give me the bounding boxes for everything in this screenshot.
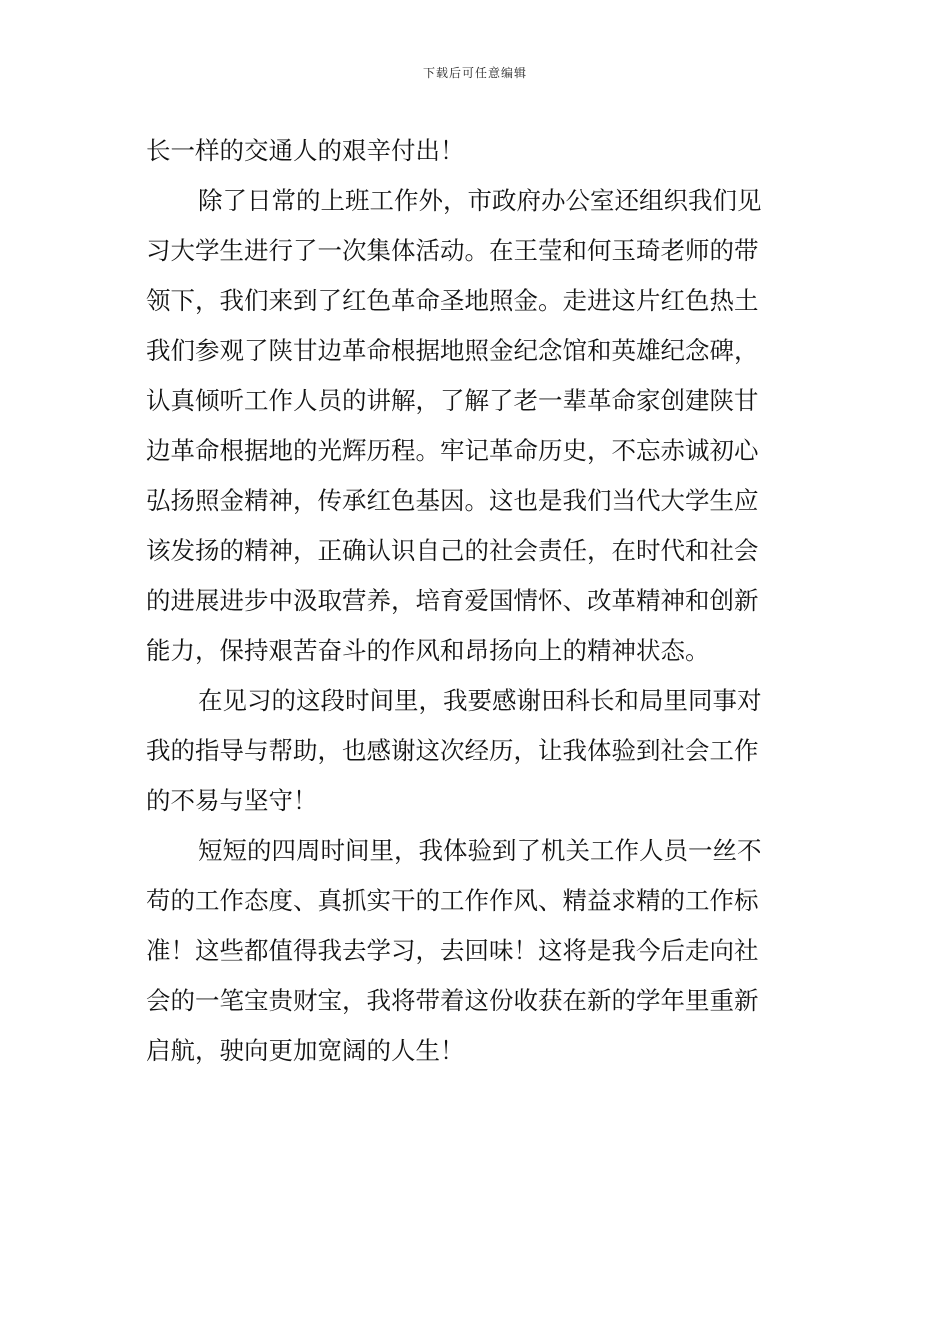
text-line: 长一样的交通人的艰辛付出！ bbox=[146, 136, 465, 165]
text-line: 的进展进步中汲取营养，培育爱国情怀、改革精神和创新 bbox=[146, 586, 759, 615]
text-line: 边革命根据地的光辉历程。牢记革命历史，不忘赤诚初心 bbox=[146, 436, 759, 465]
document-body bbox=[146, 126, 806, 1076]
text-line: 认真倾听工作人员的讲解，了解了老一辈革命家创建陕甘 bbox=[146, 386, 759, 415]
text-line: 该发扬的精神，正确认识自己的社会责任，在时代和社会 bbox=[146, 536, 759, 565]
text-line: 领下，我们来到了红色革命圣地照金。走进这片红色热土 bbox=[146, 286, 759, 315]
text-line: 会的一笔宝贵财宝，我将带着这份收获在新的学年里重新 bbox=[146, 986, 759, 1015]
text-line: 的不易与坚守！ bbox=[146, 786, 318, 815]
text-line: 苟的工作态度、真抓实干的工作作风、精益求精的工作标 bbox=[146, 886, 759, 915]
paragraph-first-line: 短短的四周时间里，我体验到了机关工作人员一丝不 bbox=[198, 836, 762, 865]
page-header-note: 下载后可任意编辑 bbox=[422, 66, 527, 80]
text-line: 能力，保持艰苦奋斗的作风和昂扬向上的精神状态。 bbox=[146, 636, 710, 665]
text-line: 习大学生进行了一次集体活动。在王莹和何玉琦老师的带 bbox=[146, 236, 759, 265]
text-line: 弘扬照金精神，传承红色基因。这也是我们当代大学生应 bbox=[146, 486, 759, 515]
text-line: 我们参观了陕甘边革命根据地照金纪念馆和英雄纪念碑， bbox=[146, 336, 759, 365]
text-line: 启航，驶向更加宽阔的人生！ bbox=[146, 1036, 465, 1065]
paragraph-first-line: 除了日常的上班工作外，市政府办公室还组织我们见 bbox=[198, 186, 762, 215]
text-line: 我的指导与帮助，也感谢这次经历，让我体验到社会工作 bbox=[146, 736, 759, 765]
text-line: 准！这些都值得我去学习，去回味！这将是我今后走向社 bbox=[146, 936, 759, 965]
paragraph-first-line: 在见习的这段时间里，我要感谢田科长和局里同事对 bbox=[198, 686, 762, 715]
